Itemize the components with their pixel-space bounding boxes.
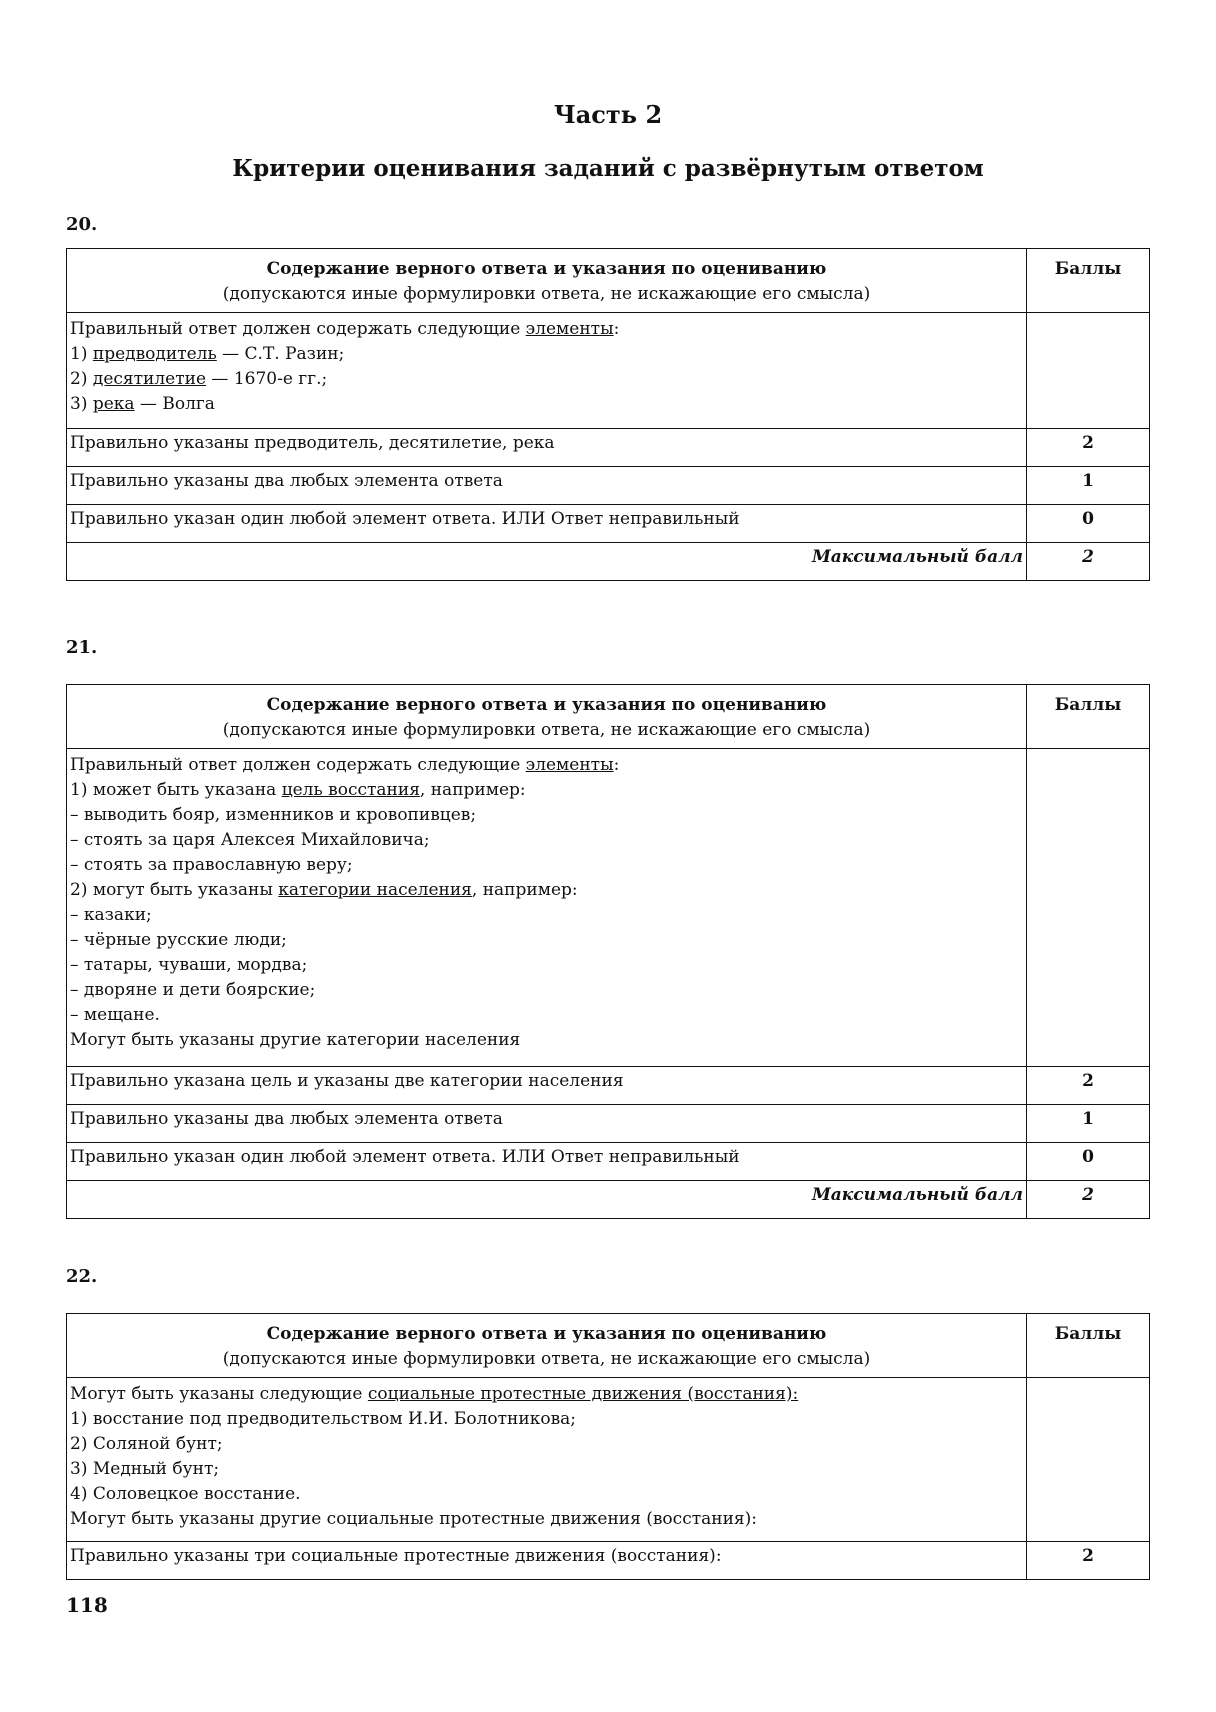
criterion-text: Правильно указан один любой элемент ответа. ИЛИ Ответ неправильный xyxy=(67,1143,1027,1181)
table-row xyxy=(67,467,1150,505)
table-row xyxy=(67,1542,1150,1580)
criteria-table-20 xyxy=(66,248,1150,581)
points-empty-cell xyxy=(1027,313,1150,429)
content-intro: Правильный ответ должен содержать следующие элементы: xyxy=(70,755,620,775)
points-header-cell: Баллы xyxy=(1027,685,1150,749)
table-row xyxy=(67,1105,1150,1143)
answer-content-cell xyxy=(67,749,1027,1067)
table-row xyxy=(67,1067,1150,1105)
content-header-cell xyxy=(67,685,1027,749)
points-empty-cell xyxy=(1027,749,1150,1067)
table-header-row xyxy=(67,249,1150,313)
criteria-table-21 xyxy=(66,684,1150,1219)
points-empty-cell xyxy=(1027,1378,1150,1542)
content-item: 1) восстание под предводительством И.И. Болотникова; xyxy=(70,1409,577,1429)
task-number-20: 20. xyxy=(66,214,98,235)
content-intro: Правильный ответ должен содержать следующие элементы: xyxy=(70,319,620,339)
criterion-points: 2 xyxy=(1027,1067,1150,1105)
max-score-row xyxy=(67,543,1150,581)
criterion-text: Правильно указаны три социальные протестные движения (восстания): xyxy=(67,1542,1027,1580)
content-item: – стоять за православную веру; xyxy=(70,855,353,875)
content-intro: Могут быть указаны следующие социальные протестные движения (восстания): xyxy=(70,1384,799,1404)
content-item: 2) десятилетие — 1670-е гг.; xyxy=(70,369,328,389)
max-score-label: Максимальный балл xyxy=(67,543,1027,581)
points-header-cell: Баллы xyxy=(1027,1314,1150,1378)
criterion-points: 1 xyxy=(1027,1105,1150,1143)
content-header-title: Содержание верного ответа и указания по оцениванию xyxy=(266,695,827,715)
task-number-22: 22. xyxy=(66,1266,98,1287)
content-closing: Могут быть указаны другие социальные протестные движения (восстания): xyxy=(70,1509,757,1529)
content-header-cell xyxy=(67,249,1027,313)
content-item: – стоять за царя Алексея Михайловича; xyxy=(70,830,430,850)
content-closing: Могут быть указаны другие категории населения xyxy=(70,1030,521,1050)
content-item: 3) река — Волга xyxy=(70,394,215,414)
content-header-subtitle: (допускаются иные формулировки ответа, не искажающие его смысла) xyxy=(222,284,871,304)
criteria-title: Критерии оценивания заданий с развёрнутым ответом xyxy=(232,155,984,182)
content-header-subtitle: (допускаются иные формулировки ответа, не искажающие его смысла) xyxy=(222,1349,871,1369)
content-header-subtitle: (допускаются иные формулировки ответа, не искажающие его смысла) xyxy=(222,720,871,740)
content-item: 2) Соляной бунт; xyxy=(70,1434,223,1454)
content-item: 1) предводитель — С.Т. Разин; xyxy=(70,344,345,364)
content-row xyxy=(67,749,1150,1067)
content-goal: 1) может быть указана цель восстания, например: xyxy=(70,780,526,800)
criteria-table-22 xyxy=(66,1313,1150,1580)
criterion-points: 1 xyxy=(1027,467,1150,505)
max-score-row xyxy=(67,1181,1150,1219)
content-item: – мещане. xyxy=(70,1005,160,1025)
criterion-points: 2 xyxy=(1027,429,1150,467)
content-item: – казаки; xyxy=(70,905,152,925)
criterion-points: 2 xyxy=(1027,1542,1150,1580)
content-categories: 2) могут быть указаны категории населения, например: xyxy=(70,880,578,900)
criterion-text: Правильно указаны два любых элемента ответа xyxy=(67,467,1027,505)
criterion-points: 0 xyxy=(1027,505,1150,543)
page-number: 118 xyxy=(66,1593,108,1617)
content-header-title: Содержание верного ответа и указания по оцениванию xyxy=(266,1324,827,1344)
criterion-points: 0 xyxy=(1027,1143,1150,1181)
max-score-value: 2 xyxy=(1027,1181,1150,1219)
content-header-cell xyxy=(67,1314,1027,1378)
part-title: Часть 2 xyxy=(553,100,663,129)
content-row xyxy=(67,1378,1150,1542)
content-item: – дворяне и дети боярские; xyxy=(70,980,316,1000)
max-score-label: Максимальный балл xyxy=(67,1181,1027,1219)
points-header-cell: Баллы xyxy=(1027,249,1150,313)
content-header-title: Содержание верного ответа и указания по оцениванию xyxy=(266,259,827,279)
content-item: – выводить бояр, изменников и кровопивцев; xyxy=(70,805,477,825)
task-number-21: 21. xyxy=(66,637,98,658)
answer-content-cell xyxy=(67,313,1027,429)
table-header-row xyxy=(67,685,1150,749)
content-item: – чёрные русские люди; xyxy=(70,930,287,950)
max-score-value: 2 xyxy=(1027,543,1150,581)
criterion-text: Правильно указаны предводитель, десятилетие, река xyxy=(67,429,1027,467)
table-header-row xyxy=(67,1314,1150,1378)
content-item: – татары, чуваши, мордва; xyxy=(70,955,308,975)
table-row xyxy=(67,1143,1150,1181)
content-row xyxy=(67,313,1150,429)
criterion-text: Правильно указана цель и указаны две категории населения xyxy=(67,1067,1027,1105)
table-row xyxy=(67,429,1150,467)
criterion-text: Правильно указан один любой элемент ответа. ИЛИ Ответ неправильный xyxy=(67,505,1027,543)
table-row xyxy=(67,505,1150,543)
criterion-text: Правильно указаны два любых элемента ответа xyxy=(67,1105,1027,1143)
content-item: 3) Медный бунт; xyxy=(70,1459,220,1479)
content-item: 4) Соловецкое восстание. xyxy=(70,1484,301,1504)
answer-content-cell xyxy=(67,1378,1027,1542)
